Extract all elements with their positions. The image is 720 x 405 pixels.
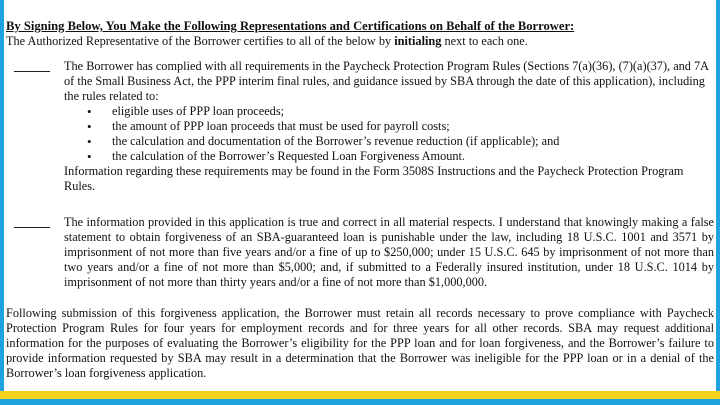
intro-initialing: initialing: [394, 34, 442, 48]
certification-2: [6, 215, 714, 290]
closing-paragraph: Following submission of this forgiveness application, the Borrower must retain all records necessary to prove compliance with Paycheck Protection Program Rules for four years for employment records and for three years for all other records. SBA may request additional information for the purposes of evaluating the Borrower’s eligibility for the PPP loan and for loan forgiveness, and the Borrower’s failure to provide information requested by SBA may result in a determination that the Borrower was ineligible for the PPP loan or in a denial of the Borrower’s loan forgiveness application.: [6, 306, 714, 380]
initial-blank-1[interactable]: [14, 71, 50, 72]
left-border: [0, 0, 4, 405]
initial-blank-2[interactable]: [14, 227, 50, 228]
intro-after: next to each one.: [441, 34, 528, 48]
section-heading: By Signing Below, You Make the Following Representations and Certifications on Behalf of the Borrower:: [6, 19, 575, 33]
right-border: [716, 0, 720, 405]
certification-2-text: The information provided in this application is true and correct in all material respects. I understand that knowingly making a false statement to obtain forgiveness of an SBA-guaranteed loan is punishable under the law, including 18 U.S.C. 1001 and 3571 by imprisonment of not more than five years and/or a fine of up to $250,000; under 15 U.S.C. 645 by imprisonment of not more than two years and/or a fine of not more than $5,000; and, if submitted to a Federally insured institution, under 18 U.S.C. 1014 by imprisonment of not more than thirty years and/or a fine of not more than $1,000,000.: [64, 215, 714, 289]
intro-text: [6, 34, 714, 49]
list-item: • the calculation of the Borrower’s Requested Loan Forgiveness Amount.: [64, 149, 714, 164]
bottom-border: [0, 391, 720, 405]
list-item: • eligible uses of PPP loan proceeds;: [64, 104, 714, 119]
certification-1-text: The Borrower has complied with all requirements in the Paycheck Protection Program Rules (Sections 7(a)(36), (7)(a)(37), and 7A of the Small Business Act, the PPP interim final rules, and guidance issued by SBA through the date of this application), including the rules related to:: [64, 59, 709, 103]
list-item: • the calculation and documentation of the Borrower’s revenue reduction (if applicable); and: [64, 134, 714, 149]
certification-1: [6, 59, 714, 194]
rules-bullet-list: [64, 104, 714, 164]
certification-1-footer: Information regarding these requirements may be found in the Form 3508S Instructions and the Paycheck Protection Program Rules.: [64, 164, 684, 193]
intro-before: The Authorized Representative of the Borrower certifies to all of the below by: [6, 34, 395, 48]
list-item: • the amount of PPP loan proceeds that must be used for payroll costs;: [64, 119, 714, 134]
document-page: [6, 0, 714, 381]
